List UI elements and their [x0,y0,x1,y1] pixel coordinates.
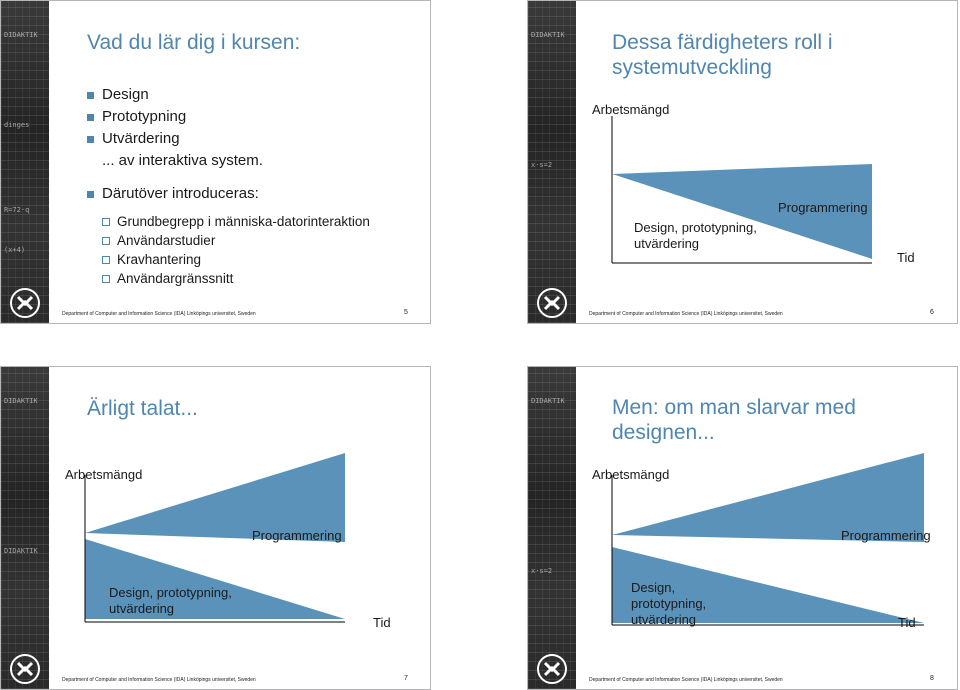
bullet-item: Design [87,84,263,106]
slide-8 [527,366,958,690]
slide-footer: Department of Computer and Information Science (IDA) Linköpings universitet, Sweden [62,311,256,317]
strip-scribble: x·s=2 [531,567,553,575]
bullet-list [87,84,263,172]
square-bullet-icon [87,191,94,198]
strip-scribble: DIDAKTIK [531,397,565,405]
bullet-item: Utvärdering [87,128,263,150]
subbullet-item: Grundbegrepp i människa-datorinteraktion [101,212,370,231]
slide-6 [527,0,958,324]
slide-7 [0,366,431,690]
strip-scribble: DIDAKTIK [4,397,38,405]
square-bullet-icon [87,114,94,121]
region-label: Design, prototypning, utvärdering [634,220,757,251]
page-number: 6 [930,309,934,316]
square-bullet-icon [87,92,94,99]
strip-scribble: (x+4) [4,246,26,254]
subbullet-item: Kravhantering [101,250,370,269]
bullet-item: Prototypning [87,106,263,128]
workload-chart [528,1,958,324]
strip-scribble: R=72·q [4,206,30,214]
square-bullet-icon [87,136,94,143]
page-number: 5 [404,309,408,316]
x-axis-label: Tid [897,250,915,265]
bullet-item: ... av interaktiva system. [102,152,263,169]
strip-scribble: DIDAKTIK [4,31,38,39]
subbullet-item: Användarstudier [101,231,370,250]
slide-footer: Department of Computer and Information Science (IDA) Linköpings universitet, Sweden [62,677,256,683]
x-axis-label: Tid [373,615,391,630]
y-axis-label: Arbetsmängd [65,467,143,482]
slide-title: Ärligt talat... [87,397,198,420]
strip-scribble: DIDAKTIK [531,31,565,39]
hollow-square-bullet-icon [102,218,110,226]
slide-title: Men: om man slarvar med designen... [612,396,856,444]
x-axis-label: Tid [898,615,916,630]
strip-scribble: DIDAKTIK [4,547,38,555]
subbullet-list [101,212,370,288]
region-label: Programmering [841,528,931,543]
y-axis-label: Arbetsmängd [592,102,670,117]
slide-title: Dessa färdigheters roll i systemutveckling [612,31,833,79]
chalkboard-strip [1,1,49,323]
region-label: Design, prototypning, utvärdering [109,585,232,616]
subbullet-item: Användargränssnitt [101,269,370,288]
bullet-item: Därutöver introduceras: [87,183,259,205]
slide-5 [0,0,431,324]
bullet-list [87,183,259,205]
hollow-square-bullet-icon [102,237,110,245]
hollow-square-bullet-icon [102,256,110,264]
y-axis-label: Arbetsmängd [592,467,670,482]
university-logo-icon [9,287,41,319]
slide-footer: Department of Computer and Information Science (IDA) Linköpings universitet, Sweden [589,311,783,317]
page-number: 8 [930,675,934,682]
slide-footer: Department of Computer and Information Science (IDA) Linköpings universitet, Sweden [589,677,783,683]
slide-title: Vad du lär dig i kursen: [87,31,301,54]
region-label: Programmering [252,528,342,543]
strip-scribble: dinges [4,121,30,129]
region-label: Design, prototypning, utvärdering [631,580,707,627]
page-number: 7 [404,675,408,682]
region-label: Programmering [778,200,868,215]
strip-scribble: x·s=2 [531,161,553,169]
hollow-square-bullet-icon [102,275,110,283]
workload-chart [1,367,431,690]
